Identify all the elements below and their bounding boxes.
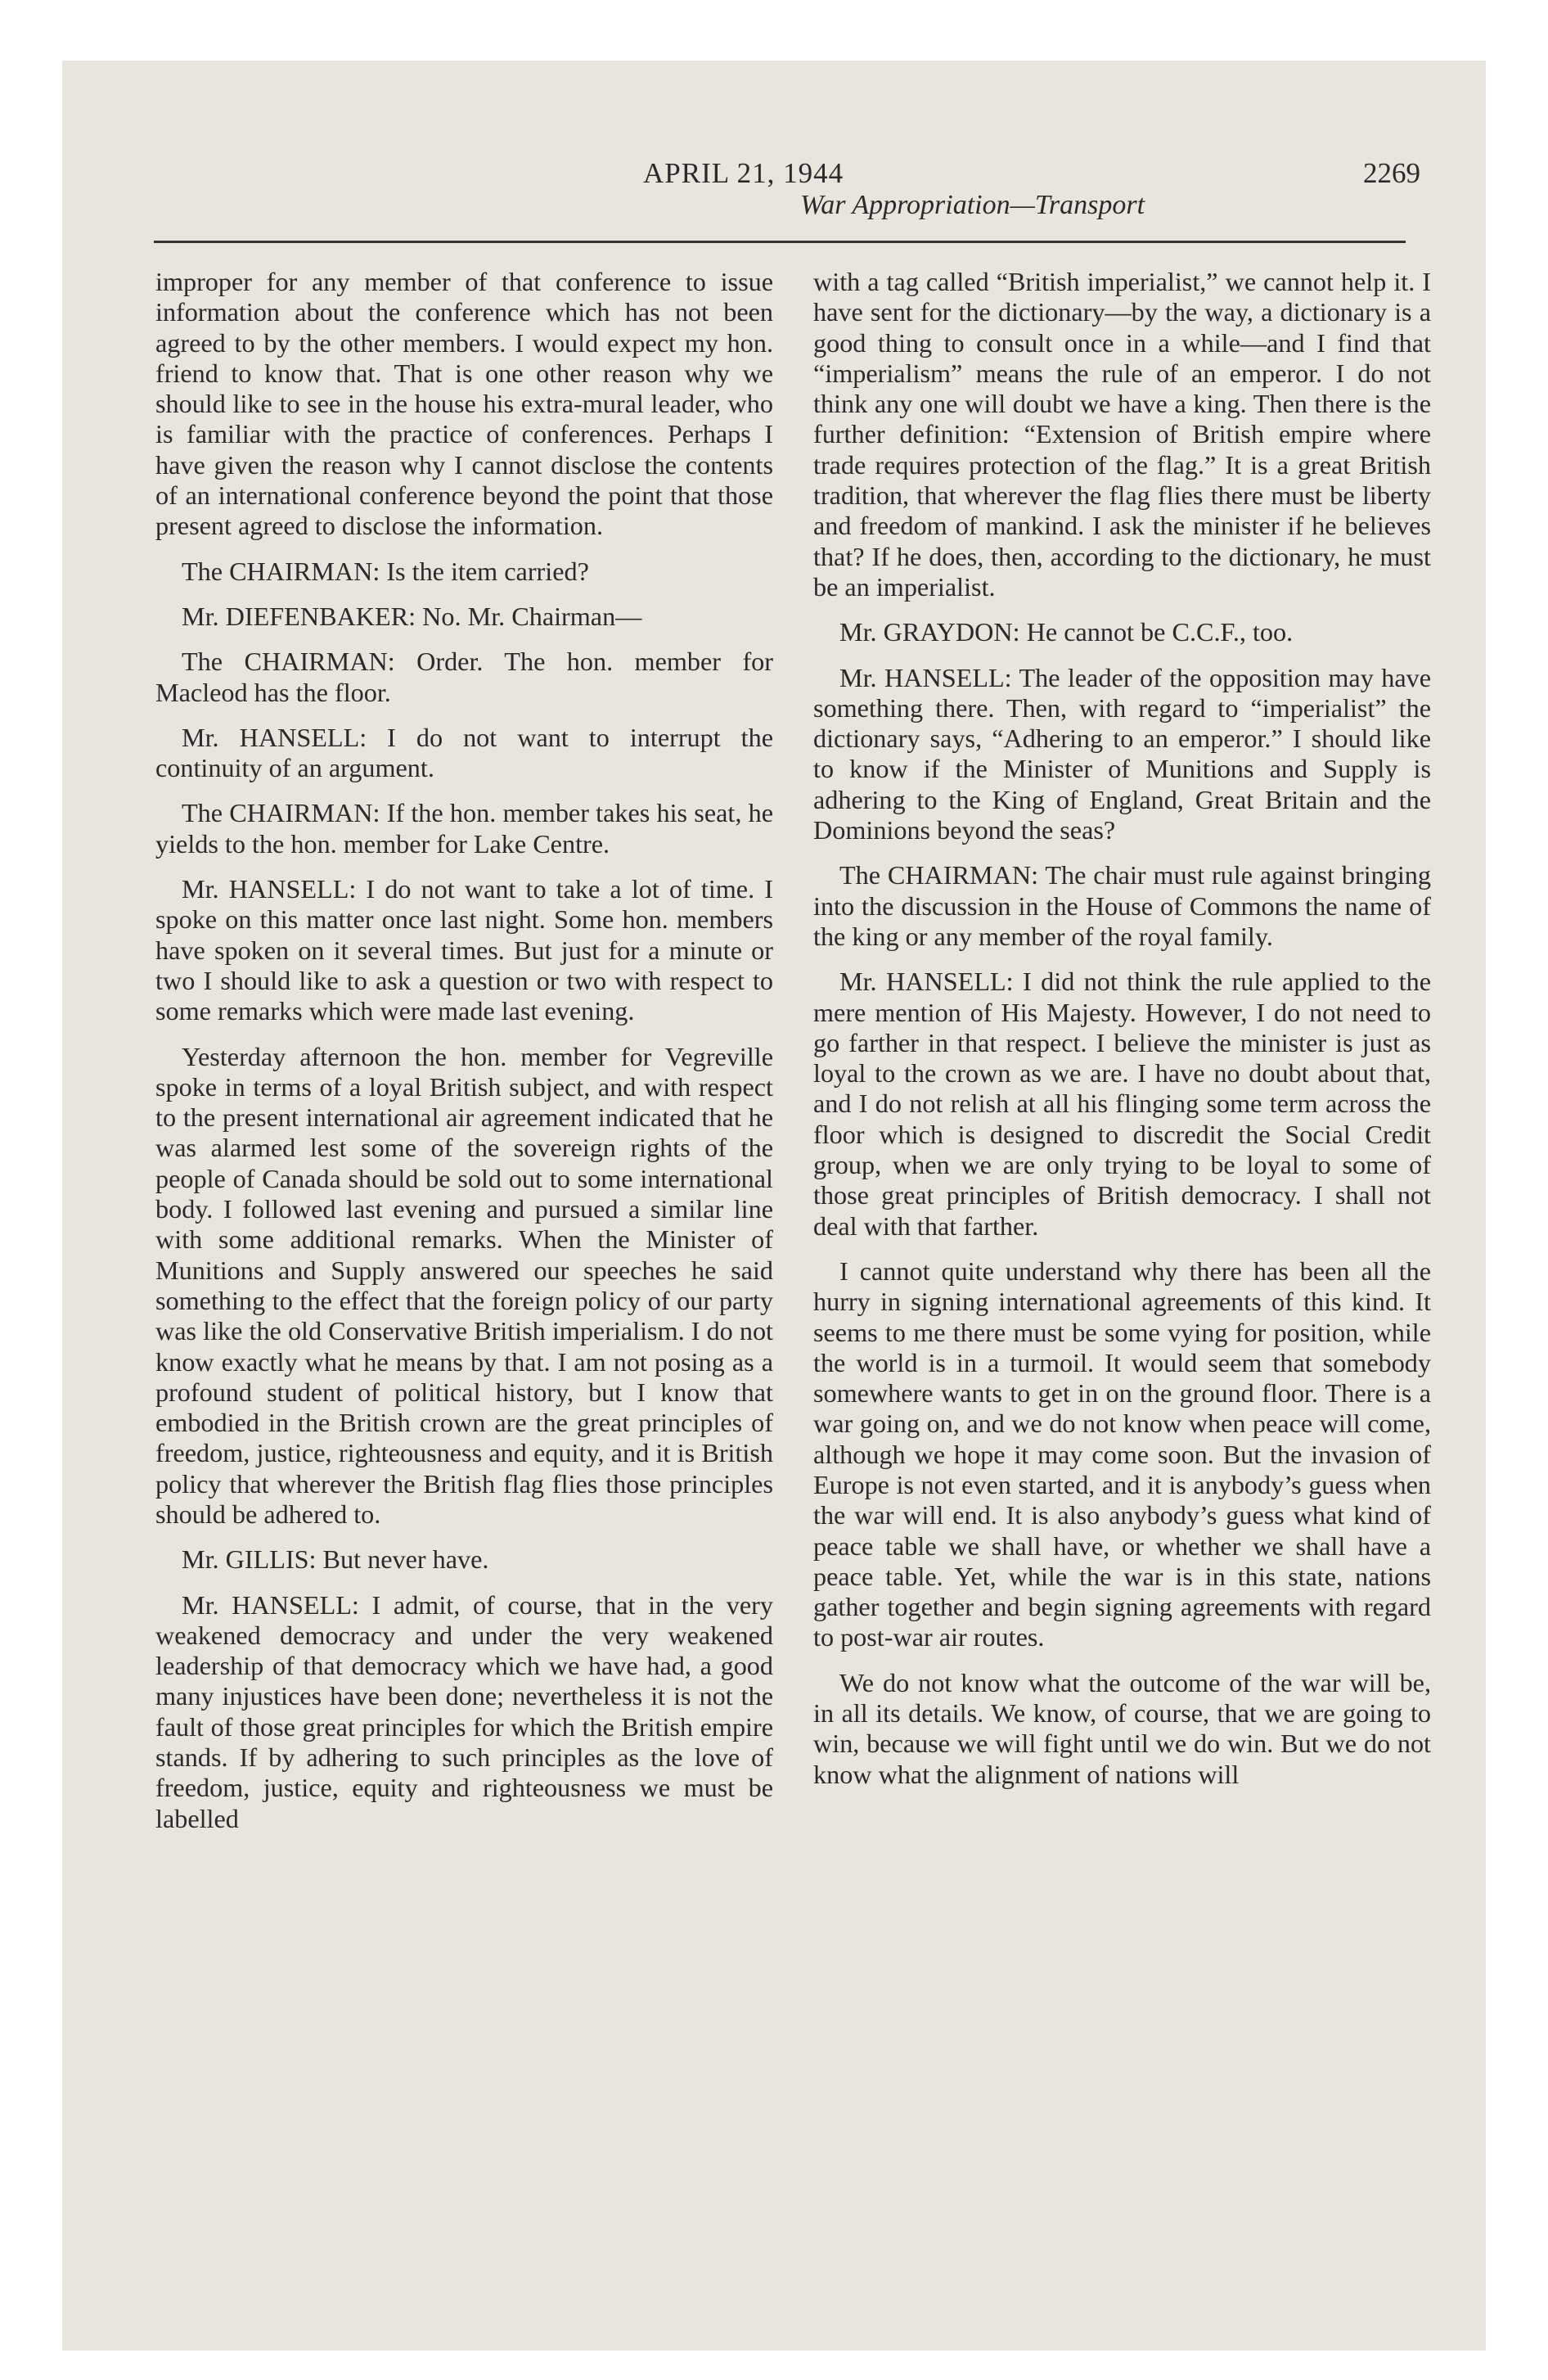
left-column	[155, 267, 773, 1849]
paragraph: We do not know what the outcome of the war will be, in all its details. We know, of course, that we are going to win, because we will fight until we do win. But we do not know what the alignment of nations will	[813, 1667, 1431, 1789]
paragraph: Mr. HANSELL: I did not think the rule applied to the mere mention of His Majesty. However, I do not need to go farther in that respect. I believe the minister is just as loyal to the crown as we are. I have no doubt about that, and I do not relish at all his flinging some term across the floor which is designed to discredit the Social Credit group, when we are only trying to be loyal to some of those great principles of British democracy. I shall not deal with that farther.	[813, 967, 1431, 1241]
page-number: 2269	[1363, 157, 1420, 189]
header-rule	[154, 241, 1406, 243]
right-column	[813, 267, 1431, 1805]
paragraph: The CHAIRMAN: Is the item carried?	[182, 556, 589, 586]
paragraph: Mr. HANSELL: I do not want to interrupt the continuity of an argument.	[155, 722, 773, 783]
paragraph: Mr. HANSELL: The leader of the opposition may have something there. Then, with regard to “imperialist” the dictionary says, “Adhering to an emperor.” I should like to know if the Minister of Munitions and Supply is adhering to the King of England, Great Britain and the Dominions beyond the seas?	[813, 662, 1431, 845]
header-date: APRIL 21, 1944	[643, 157, 844, 189]
paragraph: Mr. DIEFENBAKER: No. Mr. Chairman—	[182, 601, 642, 631]
header-subject: War Appropriation—Transport	[800, 190, 1145, 220]
paragraph: Mr. HANSELL: I admit, of course, that in the very weakened democracy and under the very weakened leadership of that democracy which we have had, a good many injustices have been done; nevertheless it is not the fault of those great principles for which the British empire stands. If by adhering to such principles as the love of freedom, justice, equity and righteousness we must be labelled	[155, 1589, 773, 1833]
paragraph: The CHAIRMAN: If the hon. member takes his seat, he yields to the hon. member for Lake Centre.	[155, 798, 773, 859]
paragraph: Mr. HANSELL: I do not want to take a lot of time. I spoke on this matter once last night. Some hon. members have spoken on it several times. But just for a minute or two I should like to ask a question or two with respect to some remarks which were made last evening.	[155, 874, 773, 1026]
paragraph: The CHAIRMAN: The chair must rule against bringing into the discussion in the House of Commons the name of the king or any member of the royal family.	[813, 860, 1431, 951]
paragraph: The CHAIRMAN: Order. The hon. member for Macleod has the floor.	[155, 647, 773, 707]
paragraph: improper for any member of that conference to issue information about the conference which has not been agreed to by the other members. I would expect my hon. friend to know that. That is one other reason why we should like to see in the house his extra-mural leader, who is familiar with the practice of conferences. Perhaps I have given the reason why I cannot disclose the contents of an international conference beyond the point that those present agreed to disclose the information.	[155, 267, 773, 541]
paragraph: I cannot quite understand why there has been all the hurry in signing international agreements of this kind. It seems to me there must be some vying for position, while the world is in a turmoil. It would seem that somebody somewhere wants to get in on the ground floor. There is a war going on, and we do not know when peace will come, although we hope it may come soon. But the invasion of Europe is not even started, and it is anybody’s guess when the war will end. It is also anybody’s guess what kind of peace table we shall have, or whether we shall have a peace table. Yet, while the war is in this state, nations gather together and begin signing agreements with regard to post-war air routes.	[813, 1255, 1431, 1652]
paragraph: Mr. GILLIS: But never have.	[182, 1544, 489, 1575]
paragraph: with a tag called “British imperialist,” we cannot help it. I have sent for the dictionary—by the way, a dictionary is a good thing to consult once in a while—and I find that “imperialism” means the rule of an emperor. I do not think any one will doubt we have a king. Then there is the further definition: “Extension of British empire where trade requires protection of the flag.” It is a great British tradition, that wherever the flag flies there must be liberty and freedom of mankind. I ask the minister if he believes that? If he does, then, according to the dictionary, he must be an imperialist.	[813, 267, 1431, 602]
hansard-page	[62, 61, 1486, 2351]
paragraph: Mr. GRAYDON: He cannot be C.C.F., too.	[839, 617, 1294, 647]
paragraph: Yesterday afternoon the hon. member for Vegreville spoke in terms of a loyal British subject, and with respect to the present international air agreement indicated that he was alarmed lest some of the sovereign rights of the people of Canada should be sold out to some international body. I followed last evening and pursued a similar line with some additional remarks. When the Minister of Munitions and Supply answered our speeches he said something to the effect that the foreign policy of our party was like the old Conservative British imperialism. I do not know exactly what he means by that. I am not posing as a profound student of political history, but I know that embodied in the British crown are the great principles of freedom, justice, righteousness and equity, and it is British policy that wherever the British flag flies those principles should be adhered to.	[155, 1041, 773, 1529]
